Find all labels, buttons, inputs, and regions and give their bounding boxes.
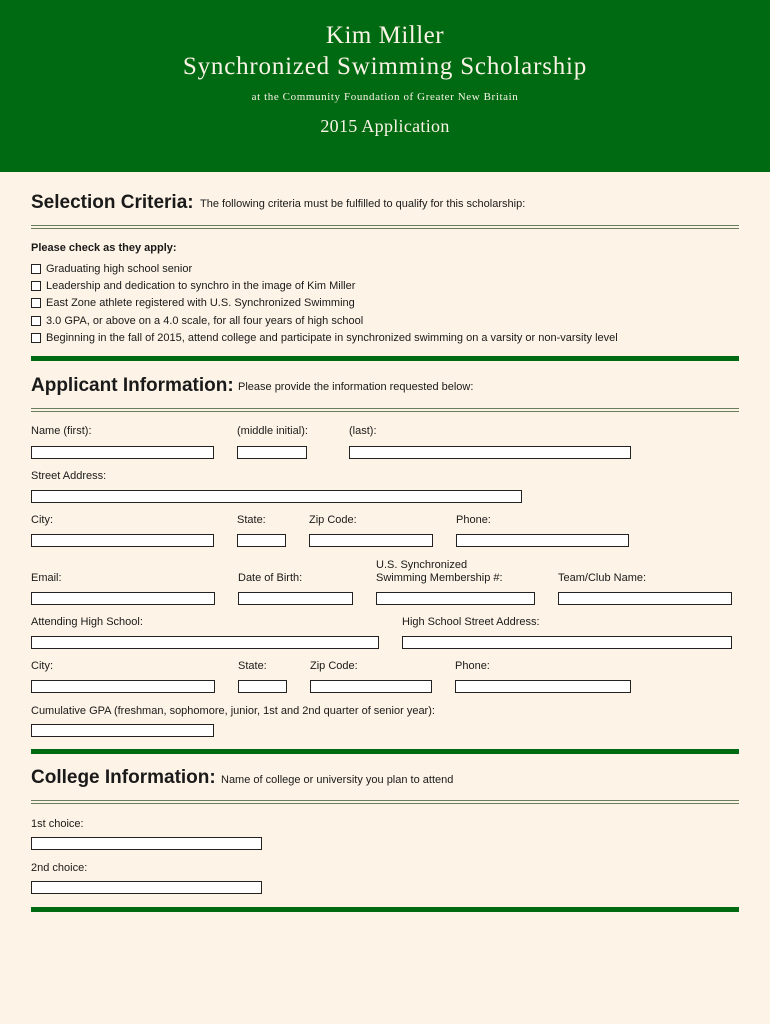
zip-field[interactable]: [309, 534, 433, 547]
first-name-label: Name (first):: [31, 425, 92, 437]
hs-city-field[interactable]: [31, 680, 215, 693]
application-year: 2015 Application: [320, 116, 450, 136]
first-choice-field[interactable]: [31, 837, 262, 850]
selection-criteria-title: Selection Criteria:: [31, 192, 194, 213]
last-name-field[interactable]: [349, 446, 631, 459]
subtitle: at the Community Foundation of Greater New Britain: [251, 91, 519, 103]
hs-address-label: High School Street Address:: [402, 616, 540, 628]
high-school-label: Attending High School:: [31, 616, 143, 628]
high-school-field[interactable]: [31, 636, 379, 649]
criteria-item: [31, 332, 618, 344]
section-divider: [31, 800, 739, 804]
criteria-checkbox[interactable]: [31, 298, 41, 308]
last-name-label: (last):: [349, 425, 377, 437]
membership-field[interactable]: [376, 592, 535, 605]
hs-state-field[interactable]: [238, 680, 287, 693]
criteria-item: [31, 280, 355, 292]
state-field[interactable]: [237, 534, 286, 547]
hs-city-label: City:: [31, 660, 53, 672]
section-divider: [31, 408, 739, 412]
criteria-label: 3.0 GPA, or above on a 4.0 scale, for all four years of high school: [46, 315, 364, 327]
title-line-2: Synchronized Swimming Scholarship: [182, 53, 588, 80]
zip-label: Zip Code:: [309, 514, 357, 526]
selection-criteria-description: The following criteria must be fulfilled to qualify for this scholarship:: [200, 198, 526, 210]
second-choice-label: 2nd choice:: [31, 862, 88, 874]
hs-state-label: State:: [238, 660, 267, 672]
middle-initial-label: (middle initial):: [237, 425, 308, 437]
email-field[interactable]: [31, 592, 215, 605]
section-rule: [31, 907, 739, 912]
email-label: Email:: [31, 572, 62, 584]
phone-field[interactable]: [456, 534, 629, 547]
criteria-checkbox[interactable]: [31, 264, 41, 274]
middle-initial-field[interactable]: [237, 446, 307, 459]
hs-address-field[interactable]: [402, 636, 732, 649]
header-banner: [0, 0, 770, 172]
street-address-label: Street Address:: [31, 470, 107, 482]
applicant-info-description: Please provide the information requested below:: [238, 381, 474, 393]
dob-label: Date of Birth:: [238, 572, 303, 584]
check-instruction: Please check as they apply:: [31, 242, 177, 254]
gpa-label: Cumulative GPA (freshman, sophomore, junior, 1st and 2nd quarter of senior year):: [31, 705, 435, 717]
team-label: Team/Club Name:: [558, 572, 647, 584]
criteria-item: [31, 263, 192, 275]
college-info-description: Name of college or university you plan to attend: [221, 774, 454, 786]
criteria-item: [31, 297, 355, 309]
phone-label: Phone:: [456, 514, 491, 526]
criteria-item: [31, 315, 363, 327]
dob-field[interactable]: [238, 592, 353, 605]
section-divider: [31, 225, 739, 229]
college-info-title: College Information:: [31, 767, 216, 788]
first-name-field[interactable]: [31, 446, 214, 459]
state-label: State:: [237, 514, 266, 526]
hs-zip-field[interactable]: [310, 680, 432, 693]
criteria-label: Beginning in the fall of 2015, attend college and participate in synchronized swimming on a varsity or non-varsity level: [46, 332, 618, 344]
hs-phone-label: Phone:: [455, 660, 490, 672]
membership-label-line1: U.S. Synchronized: [376, 559, 468, 571]
city-label: City:: [31, 514, 53, 526]
team-field[interactable]: [558, 592, 732, 605]
second-choice-field[interactable]: [31, 881, 262, 894]
hs-zip-label: Zip Code:: [310, 660, 358, 672]
applicant-info-title: Applicant Information:: [31, 375, 234, 396]
criteria-label: East Zone athlete registered with U.S. Synchronized Swimming: [46, 297, 355, 309]
section-rule: [31, 749, 739, 754]
first-choice-label: 1st choice:: [31, 818, 84, 830]
street-address-field[interactable]: [31, 490, 522, 503]
criteria-checkbox[interactable]: [31, 316, 41, 326]
gpa-field[interactable]: [31, 724, 214, 737]
hs-phone-field[interactable]: [455, 680, 631, 693]
criteria-checkbox[interactable]: [31, 281, 41, 291]
criteria-checkbox[interactable]: [31, 333, 41, 343]
membership-label-line2: Swimming Membership #:: [376, 572, 503, 584]
city-field[interactable]: [31, 534, 214, 547]
criteria-label: Graduating high school senior: [46, 263, 193, 275]
title-line-1: Kim Miller: [325, 22, 445, 49]
criteria-label: Leadership and dedication to synchro in the image of Kim Miller: [46, 280, 356, 292]
section-rule: [31, 356, 739, 361]
